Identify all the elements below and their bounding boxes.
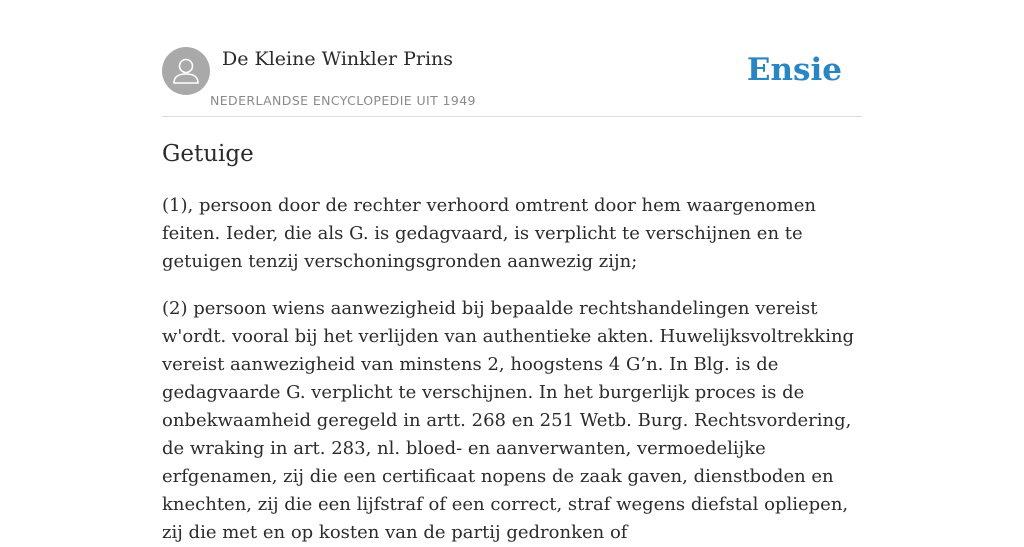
entry-paragraph-2: (2) persoon wiens aanwezigheid bij bepaalde rechtshandelingen vereist w'ordt. vooral bij het verlijden van authentieke akten. Huwelijksvoltrekking vereist aanwezigheid van minstens 2, hoogstens 4 G’n. In Blg. is de gedagvaarde G. verplicht te verschijnen. In het burgerlijk proces is de onbekwaamheid geregeld in artt. 268 en 251 Wetb. Burg. Rechtsvordering, de wraking in art. 283, nl. bloed- en aanverwanten, vermoedelijke erfgenamen, zij die een certificaat nopens de zaak gaven, dienstboden en knechten, zij die een lijfstraf of een correct, straf wegens diefstal opliepen, zij die met en op kosten van de partij gedronken of xyxy=(162,298,855,543)
ensie-logo[interactable]: Ensie xyxy=(746,52,842,88)
entry-content xyxy=(162,136,862,547)
book-subtitle: NEDERLANDSE ENCYCLOPEDIE UIT 1949 xyxy=(210,93,476,108)
book-title[interactable]: De Kleine Winkler Prins xyxy=(222,48,454,70)
site-header xyxy=(162,46,862,117)
entry-paragraph-1: (1), persoon door de rechter verhoord omtrent door hem waargenomen feiten. Ieder, die als G. is gedagvaard, is verplicht te verschijnen en te getuigen tenzij verschoningsgronden aanwezig zijn; xyxy=(162,195,816,272)
entry-title: Getuige xyxy=(162,141,254,167)
user-avatar-icon xyxy=(162,47,210,95)
